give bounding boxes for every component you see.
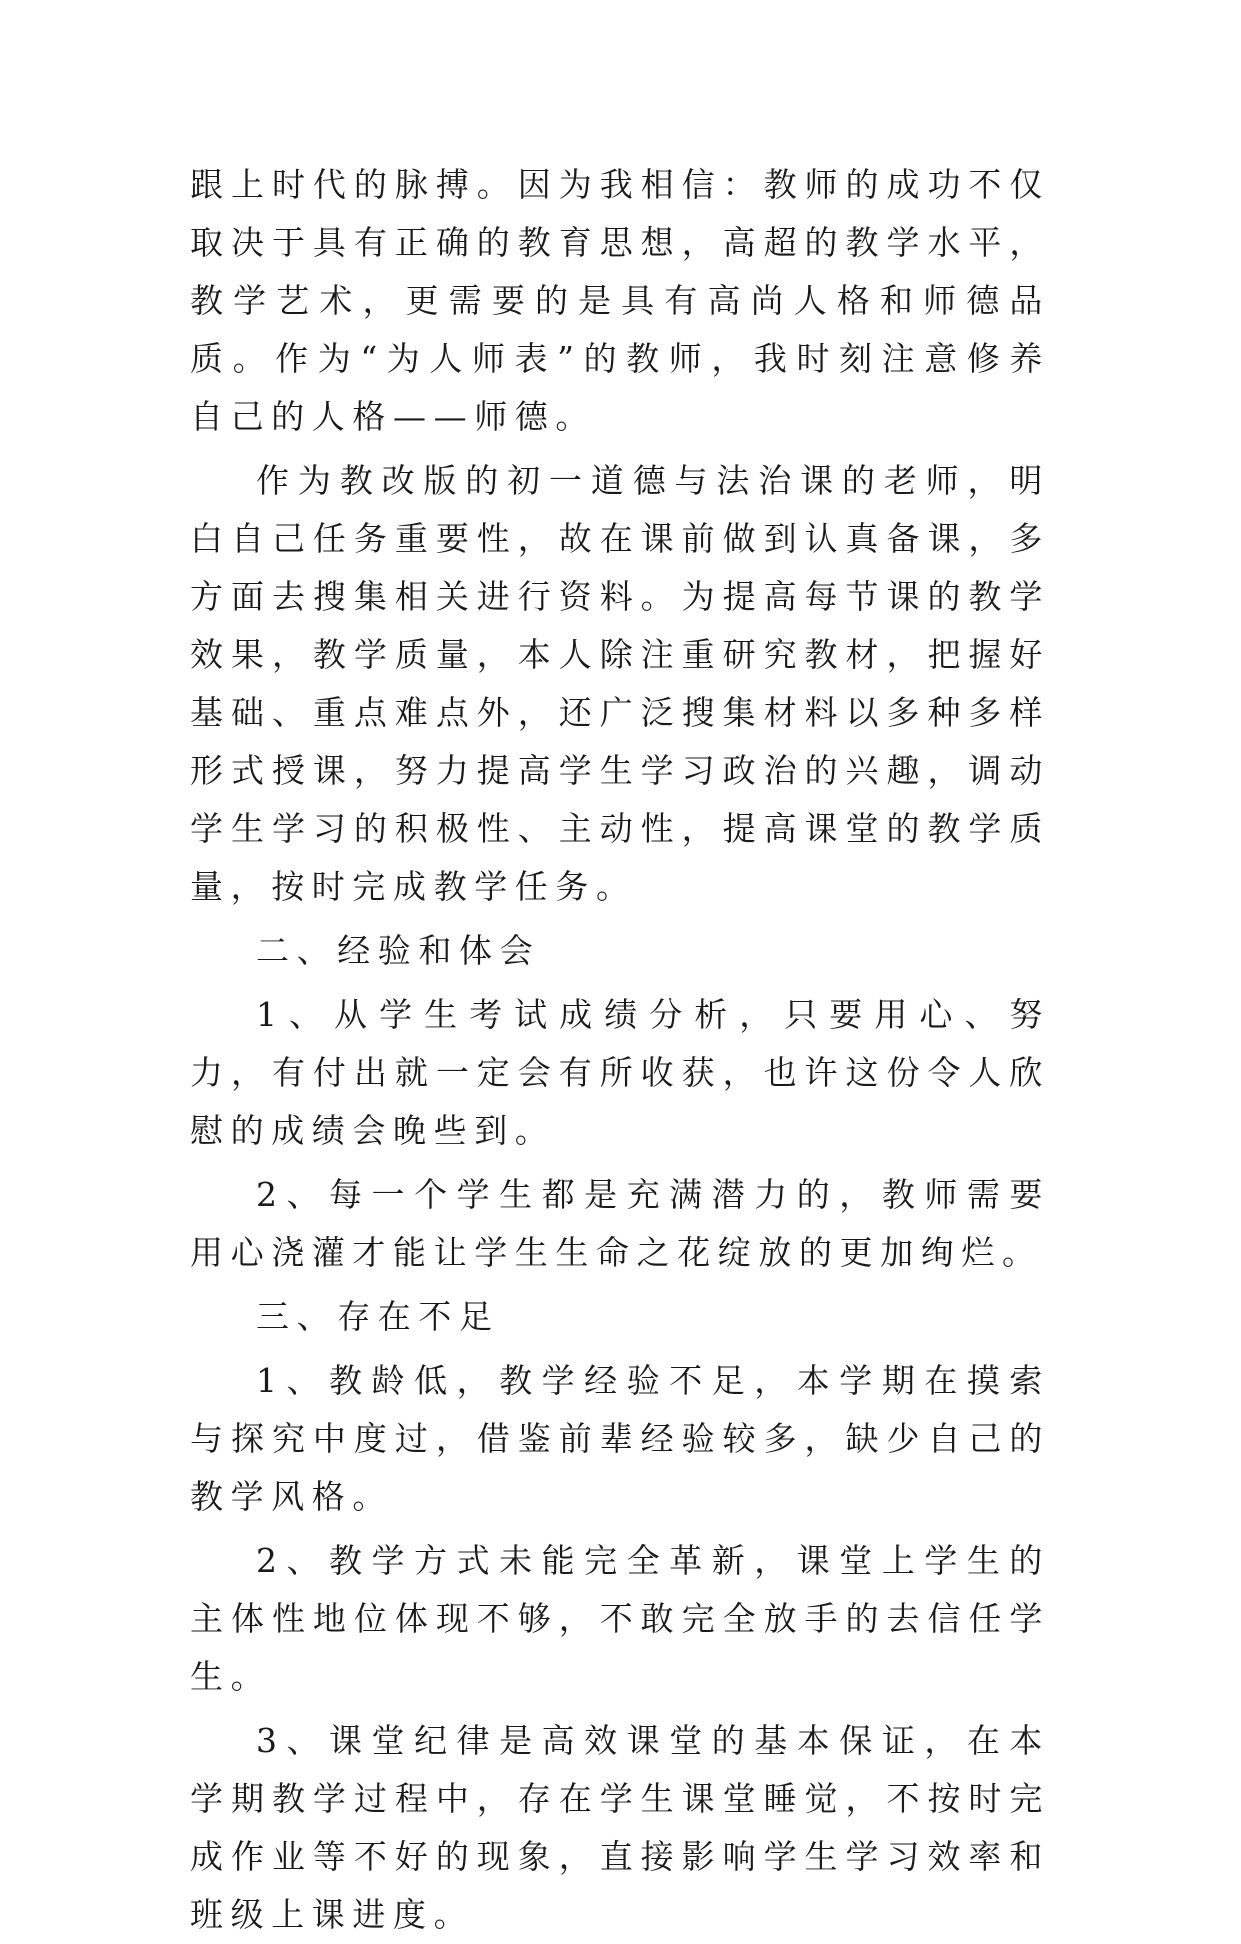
- experience-item-2: 2、每一个学生都是充满潜力的，教师需要用心浇灌才能让学生生命之花绽放的更加绚烂。: [190, 1175, 1050, 1272]
- document-body: [190, 156, 1050, 1944]
- paragraph-teaching-preparation: 作为教改版的初一道德与法治课的老师，明白自己任务重要性，故在课前做到认真备课，多方面去搜集相关进行资料。为提高每节课的教学效果，教学质量，本人除注重研究教材，把握好基础、重点难点外，还广泛搜集材料以多种多样形式授课，努力提高学生学习政治的兴趣，调动学生学习的积极性、主动性，提高课堂的教学质量，按时完成教学任务。: [190, 461, 1050, 906]
- section-heading-shortcomings: 三、存在不足: [256, 1297, 500, 1336]
- paragraph-teacher-ethics: 跟上时代的脉搏。因为我相信：教师的成功不仅取决于具有正确的教育思想，高超的教学水平，教学艺术，更需要的是具有高尚人格和师德品质。作为“为人师表”的教师，我时刻注意修养自己的人格——师德。: [190, 165, 1050, 436]
- shortcoming-item-3: 3、课堂纪律是高效课堂的基本保证，在本学期教学过程中，存在学生课堂睡觉，不按时完成作业等不好的现象，直接影响学生学习效率和班级上课进度。: [190, 1721, 1050, 1934]
- shortcoming-item-2: 2、教学方式未能完全革新，课堂上学生的主体性地位体现不够，不敢完全放手的去信任学生。: [190, 1541, 1050, 1696]
- experience-item-1: 1、从学生考试成绩分析，只要用心、努力，有付出就一定会有所收获，也许这份令人欣慰的成绩会晚些到。: [190, 995, 1050, 1150]
- section-heading-experience: 二、经验和体会: [256, 931, 541, 970]
- shortcoming-item-1: 1、教龄低，教学经验不足，本学期在摸索与探究中度过，借鉴前辈经验较多，缺少自己的教学风格。: [190, 1361, 1050, 1516]
